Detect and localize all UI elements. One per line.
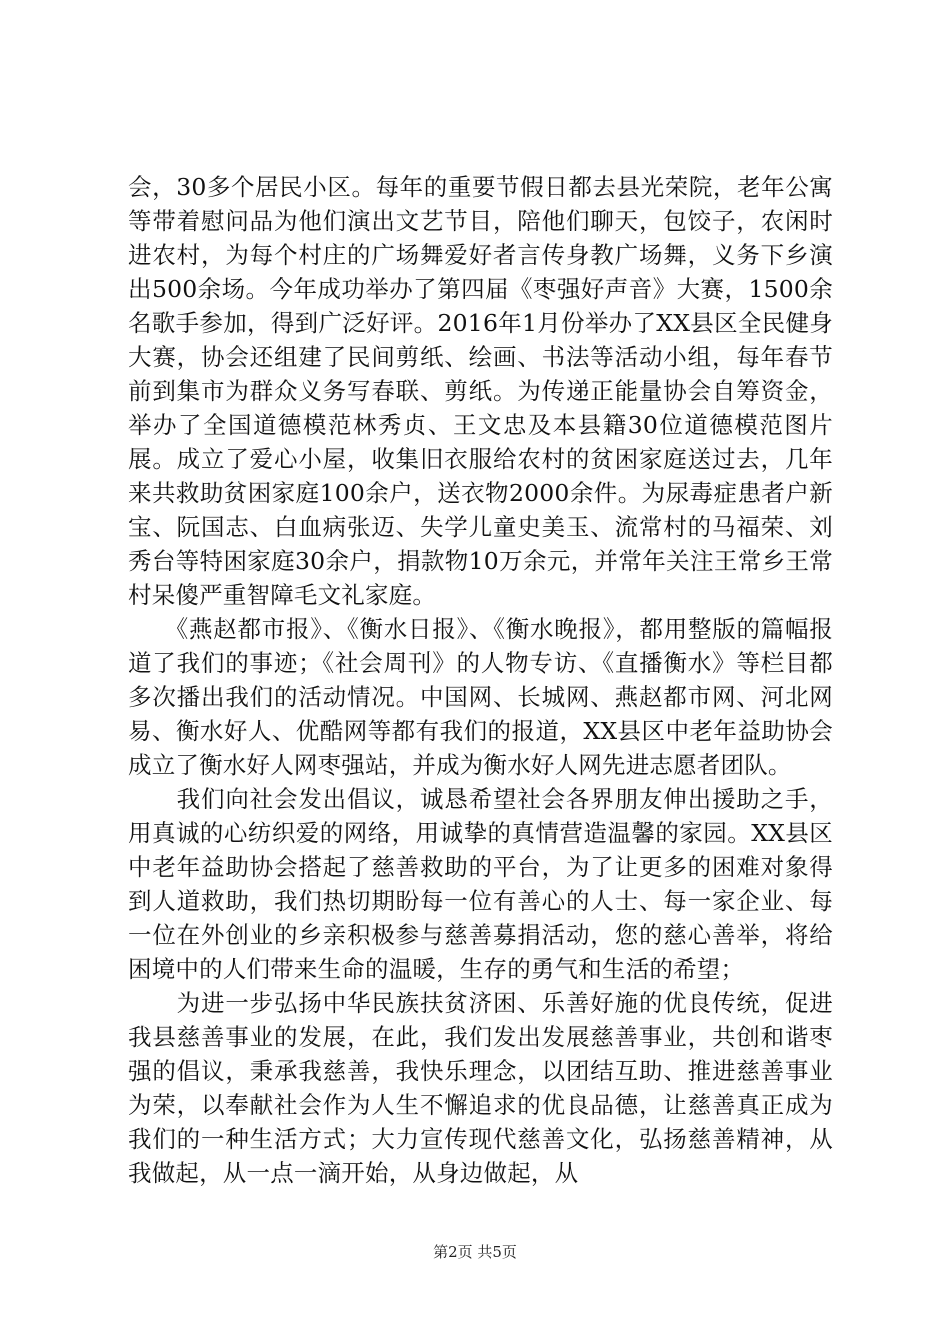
paragraph-3: 我们向社会发出倡议，诚恳希望社会各界朋友伸出援助之手，用真诚的心纺织爱的网络，用诚挚的真情营造温馨的家园。XX县区中老年益助协会搭起了慈善救助的平台，为了让更多的困难对象得到人道救助，我们热切期盼每一位有善心的人士、每一家企业、每一位在外创业的乡亲积极参与慈善募捐活动，您的慈心善举，将给困境中的人们带来生命的温暖，生存的勇气和生活的希望； xyxy=(128,785,833,983)
page-footer: 第2页 共5页 xyxy=(433,1243,517,1261)
paragraph-1: 会，30多个居民小区。每年的重要节假日都去县光荣院，老年公寓等带着慰问品为他们演出文艺节目，陪他们聊天，包饺子，农闲时进农村，为每个村庄的广场舞爱好者言传身教广场舞，义务下乡演出500余场。今年成功举办了第四届《枣强好声音》大赛，1500余名歌手参加，得到广泛好评。2016年1月份举办了XX县区全民健身大赛，协会还组建了民间剪纸、绘画、书法等活动小组，每年春节前到集市为群众义务写春联、剪纸。为传递正能量协会自筹资金，举办了全国道德模范林秀贞、王文忠及本县籍30位道德模范图片展。成立了爱心小屋，收集旧衣服给农村的贫困家庭送过去，几年来共救助贫困家庭100余户，送衣物2000余件。为尿毒症患者户新宝、阮国志、白血病张迈、失学儿童史美玉、流常村的马福荣、刘秀台等特困家庭30余户，捐款物10万余元，并常年关注王常乡王常村呆傻严重智障毛文礼家庭。 xyxy=(128,173,833,609)
paragraph-4: 为进一步弘扬中华民族扶贫济困、乐善好施的优良传统，促进我县慈善事业的发展，在此，我们发出发展慈善事业，共创和谐枣强的倡议，秉承我慈善，我快乐理念，以团结互助、推进慈善事业为荣，以奉献社会作为人生不懈追求的优良品德，让慈善真正成为我们的一种生活方式；大力宣传现代慈善文化，弘扬慈善精神，从我做起，从一点一滴开始，从身边做起，从 xyxy=(128,989,833,1187)
paragraph-2: 《燕赵都市报》、《衡水日报》、《衡水晚报》，都用整版的篇幅报道了我们的事迹；《社会周刊》的人物专访、《直播衡水》等栏目都多次播出我们的活动情况。中国网、长城网、燕赵都市网、河北网易、衡水好人、优酷网等都有我们的报道，XX县区中老年益助协会成立了衡水好人网枣强站，并成为衡水好人网先进志愿者团队。 xyxy=(128,615,833,779)
document-body xyxy=(128,170,833,1190)
